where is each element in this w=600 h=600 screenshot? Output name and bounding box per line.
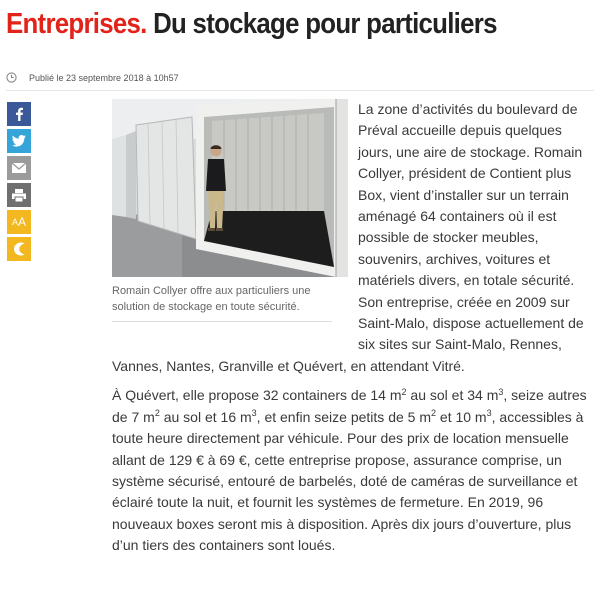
- clock-icon: [6, 72, 17, 83]
- twitter-share-button[interactable]: [7, 129, 31, 153]
- twitter-icon: [12, 135, 26, 147]
- article-paragraph-1: La zone d’activités du boulevard de Préval accueille depuis quelques jours, une aire de stockage. Romain Collyer, président de Contient plus Box, vient d’installer sur un terrain aménagé 64 containers où il est possible de stocker meubles, souvenirs, archives, voitures et matériels divers, en totale sécurité. Son entreprise, créée en 2009 sur Saint-Malo, dispose actuellement de six sites sur Saint-Malo, Rennes, Vannes, Nantes, Granville et Quévert, en attendant Vitré.: [112, 101, 584, 374]
- share-toolbar: [7, 102, 31, 264]
- article-headline: [6, 8, 497, 41]
- facebook-icon: [13, 107, 25, 121]
- publish-meta: [6, 72, 179, 83]
- facebook-share-button[interactable]: [7, 102, 31, 126]
- mail-icon: [12, 163, 26, 173]
- headline-kicker: Entreprises.: [6, 8, 147, 40]
- printer-icon: [12, 189, 26, 202]
- night-mode-button[interactable]: [7, 237, 31, 261]
- text-size-small-glyph: A: [11, 217, 18, 227]
- photo-caption: Romain Collyer offre aux particuliers une solution de stockage en toute sécurité.: [112, 283, 332, 322]
- text-size-button[interactable]: [7, 210, 31, 234]
- text-size-big-glyph: A: [18, 215, 27, 229]
- headline-title: Du stockage pour particuliers: [146, 8, 497, 40]
- email-share-button[interactable]: [7, 156, 31, 180]
- article-body: [112, 99, 590, 557]
- article-paragraph-2: À Quévert, elle propose 32 containers de 14 $m^2$ au sol et 34 $m^3$, seize autres de 7 $m^2$ au sol et 16 $m^3$, et enfin seize petits de 5 $m^2$ et 10 $m^3$, accessibles à toute heure directement par véhicule. Pour des prix de location mensuelle allant de 129 € à 69 €, cette entreprise propose, assurance comprise, un système sécurisé, entouré de barbelés, doté de caméras de surveillance et éclairé toute la nuit, et fournit les systèmes de fermeture. En 2019, 96 nouveaux boxes seront mis à disposition. Après dix jours d’ouverture, plus d’un tiers des containers sont loués.: [112, 386, 587, 554]
- header-divider: [6, 90, 594, 91]
- moon-icon: [13, 242, 25, 256]
- publish-date: Publié le 23 septembre 2018 à 10h57: [29, 72, 179, 83]
- print-button[interactable]: [7, 183, 31, 207]
